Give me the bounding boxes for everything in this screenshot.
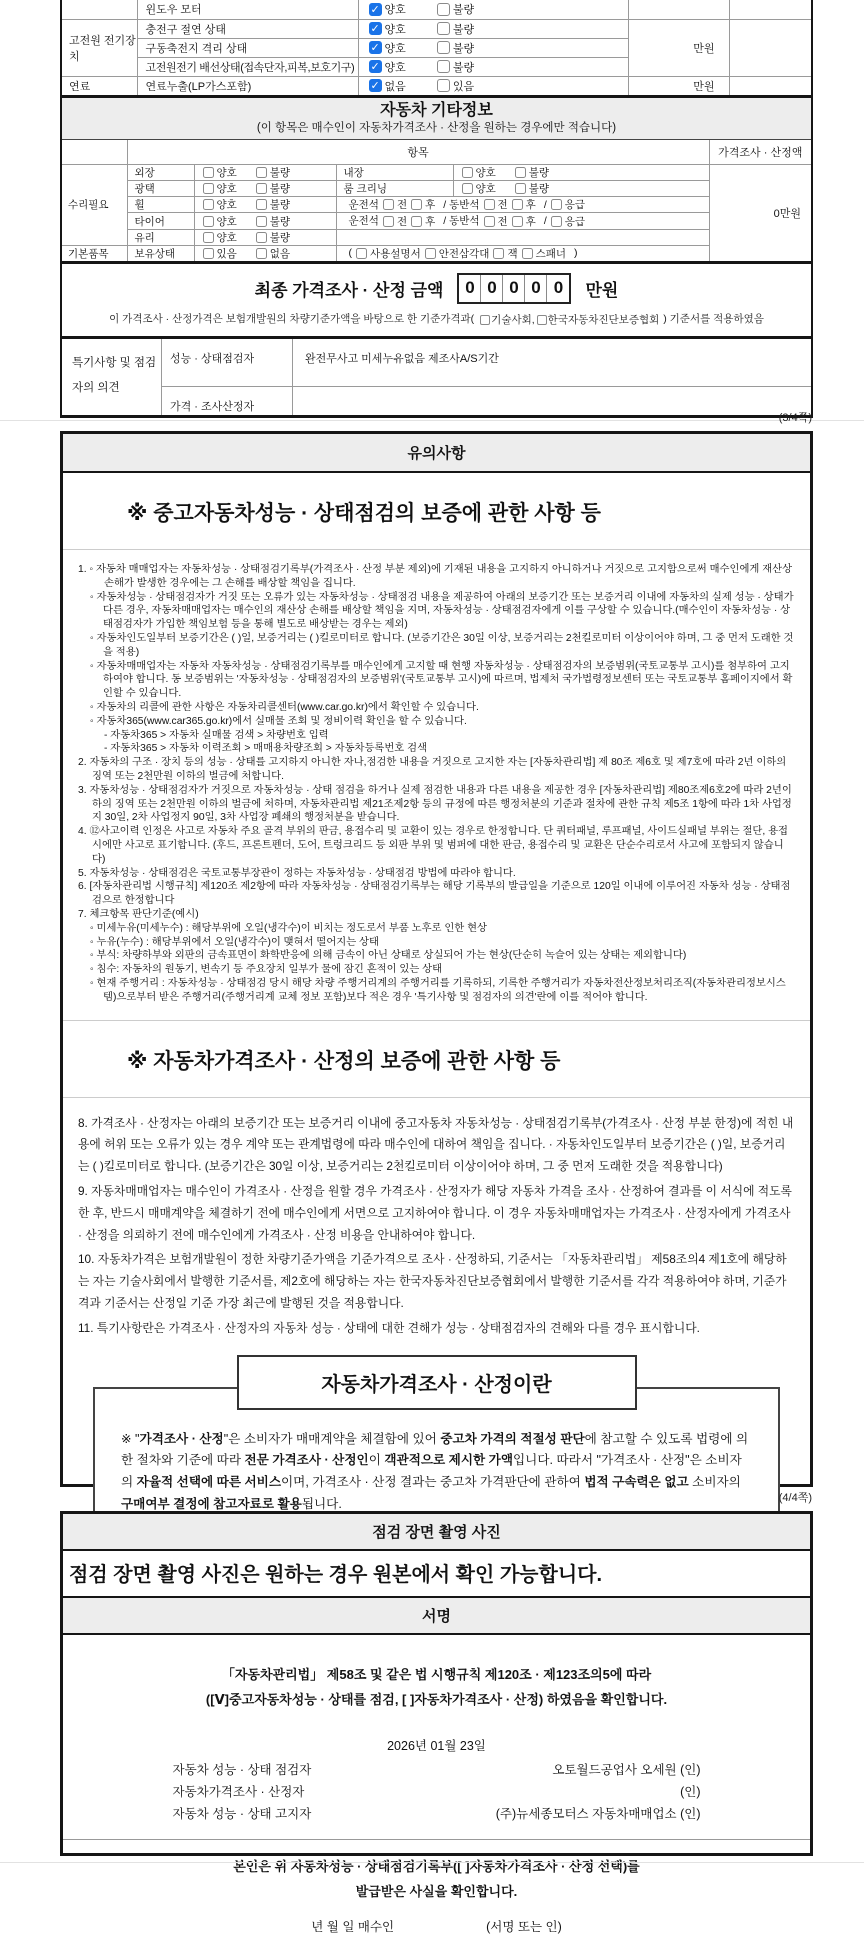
checkbox-label: 불량 xyxy=(269,166,291,179)
page-separator xyxy=(0,420,864,421)
checkbox[interactable] xyxy=(462,183,473,194)
item-label: 광택 xyxy=(127,180,194,196)
checkbox-label: 양호 xyxy=(384,61,406,74)
checkbox-label: 있음 xyxy=(216,247,237,260)
checkbox[interactable] xyxy=(437,79,450,92)
table-row xyxy=(62,229,811,245)
info-text-segment: 구매여부 결정에 참고자료로 활용 xyxy=(121,1496,302,1511)
item-label: 구동축전지 격리 상태 xyxy=(137,38,358,57)
checkbox-label: 불량 xyxy=(452,4,475,17)
option-none xyxy=(369,78,406,94)
option-good xyxy=(369,21,406,37)
checkbox[interactable] xyxy=(256,248,267,259)
options-cell xyxy=(358,0,628,19)
option-good xyxy=(203,165,237,180)
checkbox-label: 있음 xyxy=(452,80,475,93)
checkbox[interactable] xyxy=(203,199,214,210)
option-exists xyxy=(203,246,237,261)
checkbox-label: 전 xyxy=(497,199,508,212)
item-label: 타이어 xyxy=(127,213,194,230)
notice-list-1 xyxy=(63,550,810,1020)
checkbox[interactable] xyxy=(203,167,214,178)
checkbox[interactable] xyxy=(383,199,394,210)
photo-note: 점검 장면 촬영 사진은 원하는 경우 원본에서 확인 가능합니다. xyxy=(63,1551,810,1598)
checkbox[interactable] xyxy=(522,248,533,259)
signature-header: 서명 xyxy=(63,1598,810,1635)
item-label: 충전구 절연 상태 xyxy=(137,19,358,38)
text: ) xyxy=(574,247,578,260)
option xyxy=(512,197,536,212)
table-header-row xyxy=(62,140,811,164)
checkbox[interactable] xyxy=(411,216,422,227)
signatory-value: (인) xyxy=(680,1785,701,1800)
checkbox[interactable] xyxy=(512,199,523,210)
notice-item: ◦ 자동차365(www.car365.go.kr)에서 실매물 조회 및 정비이력 확인을 할 수 있습니다. xyxy=(90,715,467,727)
checkbox-label: 응급 xyxy=(564,199,586,212)
notice-item: - 자동차365 > 자동차 실매물 검색 > 차량번호 입력 xyxy=(104,729,329,741)
options-cell xyxy=(358,76,628,95)
seat-options-cell xyxy=(336,213,709,230)
checkbox-label: 양호 xyxy=(384,23,406,36)
price-digit: 0 xyxy=(503,275,525,302)
column-header-item: 항목 xyxy=(127,140,709,164)
item-label: 보유상태 xyxy=(127,245,194,261)
option-none xyxy=(256,246,290,261)
checkbox-label: 양호 xyxy=(384,4,406,17)
checkbox-label: 기술사회, xyxy=(491,313,535,326)
option-good xyxy=(369,40,406,56)
text: ( xyxy=(348,247,352,260)
checkbox[interactable] xyxy=(425,248,436,259)
option-bad xyxy=(256,197,290,212)
group-basic: 기본품목 xyxy=(62,245,127,261)
checkbox-label: 불량 xyxy=(269,182,291,195)
options-cell xyxy=(453,164,709,180)
notice-item: 8. 가격조사 · 산정자는 아래의 보증기간 또는 보증거리 이내에 중고자동차 자동차성능 · 상태점검기록부(가격조사 · 산정 부분 한정)에 적힌 내용에 허위 또는 오류가 있는 경우 계약 또는 관계법령에 따라 매수인에 대하여 책임을 집니다. · 자동차인도일부터 보증기간은 ( )일, 보증거리는 ( )킬로미터로 합니다. (보증기간은 30일 이상, 보증거리는 2천킬로미터 이상이어야 하며, 그 중 먼저 도래한 것을 적용합니다) xyxy=(78,1115,794,1174)
option-exists xyxy=(437,78,474,94)
notice-item: ◦ 침수: 자동차의 원동기, 변속기 등 주요장치 일부가 물에 잠긴 흔적이 있는 상태 xyxy=(90,964,443,976)
text: / 동반석 xyxy=(443,215,480,228)
option-bad xyxy=(437,59,474,75)
checkbox[interactable] xyxy=(484,216,495,227)
price-cell: 만원 xyxy=(628,76,729,95)
item-label: 룸 크리닝 xyxy=(336,180,453,196)
option xyxy=(522,246,566,261)
signature-date: 2026년 01월 23일 xyxy=(387,1739,486,1754)
table-row xyxy=(62,0,811,19)
checkbox-label: 없음 xyxy=(384,80,406,93)
empty-cell xyxy=(729,19,811,76)
option-good xyxy=(462,181,496,196)
checkbox[interactable] xyxy=(356,248,367,259)
option xyxy=(478,312,535,327)
checkbox[interactable] xyxy=(515,167,526,178)
signatory-value: (주)뉴세종모터스 자동차매매업소 (인) xyxy=(495,1807,701,1822)
section-subtitle: (이 항목은 매수인이 자동차가격조사 · 산정을 원하는 경우에만 적습니다) xyxy=(256,122,617,134)
option-bad xyxy=(515,165,549,180)
text: / 동반석 xyxy=(443,198,480,211)
appraisal-amount: 0만원 xyxy=(709,164,811,261)
checkbox[interactable] xyxy=(203,232,214,243)
checkbox-label: 양호 xyxy=(475,166,496,179)
checkbox-label: 불량 xyxy=(269,198,291,211)
table-row xyxy=(62,196,811,213)
option-bad xyxy=(256,214,290,229)
option-good xyxy=(462,165,496,180)
option-bad xyxy=(437,1,474,17)
notice-item: 4. ⑫사고이력 인정은 사고로 자동차 주요 골격 부위의 판금, 용접수리 및 교환이 있는 경우로 한정합니다. 단 쿼터패널, 루프패널, 사이드실패널 부위는 절단, 용접 시에만 사고로 표기합니다. (후드, 프론트펜더, 도어, 트렁크리드 등 외판 부위 및 범퍼에 대한 판금, 용접수리 및 교환은 단순수리로서 사고에 포함되지 않습니다) xyxy=(78,826,788,865)
checkbox-label: 양호 xyxy=(475,182,496,195)
item-label: 유리 xyxy=(127,229,194,245)
checkbox[interactable] xyxy=(203,183,214,194)
final-price-note xyxy=(62,309,811,336)
confirmation-line: ([Ⅴ]중고자동차성능 · 상태를 점검, [ ]자동차가격조사 · 산정) 하였음을 확인합니다. xyxy=(205,1691,668,1707)
info-text-segment: 중고차 가격의 적절성 판단 xyxy=(440,1431,585,1446)
group-repair: 수리필요 xyxy=(62,164,127,245)
options-cell xyxy=(194,196,336,213)
column-header-price: 가격조사 · 산정액 xyxy=(709,140,811,164)
checkbox[interactable] xyxy=(551,199,562,210)
signature-row xyxy=(173,1804,701,1826)
high-voltage-table xyxy=(62,0,811,95)
text: ) 기준서를 적용하였음 xyxy=(663,312,764,325)
notice-section1-title: ※ 중고자동차성능 · 상태점검의 보증에 관한 사항 등 xyxy=(63,473,810,550)
item-label: 내장 xyxy=(336,164,453,180)
photo-header: 점검 장면 촬영 사진 xyxy=(63,1514,810,1551)
text: 운전석 xyxy=(348,215,379,228)
checkbox-label: 응급 xyxy=(564,215,586,228)
other-info-table xyxy=(62,140,811,261)
checkbox-label: 불량 xyxy=(528,182,550,195)
checkbox-label: 없음 xyxy=(269,247,291,260)
checkbox[interactable] xyxy=(462,167,473,178)
checkbox[interactable] xyxy=(437,60,450,73)
empty-cell xyxy=(62,140,127,164)
final-price-digits xyxy=(457,273,571,304)
notice-item: ◦ 미세누유(미세누수) : 해당부위에 오일(냉각수)이 비치는 정도로서 부품 노후로 인한 현상 xyxy=(90,922,487,934)
signatory-label: 자동차 성능 · 상태 고지자 xyxy=(172,1807,312,1822)
info-text-segment: 됩니다. xyxy=(301,1496,342,1511)
notice-item: 9. 자동차매매업자는 매수인이 가격조사 · 산정을 원할 경우 가격조사 · 산정자가 해당 자동차 가격을 조사 · 산정하여 결과를 이 서식에 적도록 한 후, 반드시 매매계약을 체결하기 전에 매수인에게 서면으로 고지하여야 합니다. 이 경우 자동차매매업자는 가격조사 · 산정자에게 가격조사 · 산정을 의뢰하기 전에 매수인에게 가격조사 · 산정 비용을 안내하여야 합니다. xyxy=(78,1183,792,1242)
options-cell xyxy=(358,38,628,57)
notice-item: 3. 자동차성능 · 상태점검자가 거짓으로 자동차성능 · 상태 점검을 하거나 실제 점검한 내용과 다른 내용을 제공한 경우 [자동차관리법] 제80조제6호2에 따라 2년이하의 징역 또는 2천만원 이하의 벌금에 처하며, 자동차관리법 제21조제2항 등의 규정에 따른 행정처분의 기준과 절차에 관한 규칙 제5조 1항에 따라 1차 사업정지 30일, 2차 사업정지 90일, 3차 사업장 폐쇄의 행정처분을 받습니다. xyxy=(78,784,792,824)
checkbox[interactable] xyxy=(480,315,490,325)
options-cell xyxy=(194,164,336,180)
option-good xyxy=(203,181,237,196)
checkbox[interactable] xyxy=(512,216,523,227)
checkbox[interactable] xyxy=(203,248,214,259)
options-cell xyxy=(194,245,336,261)
option xyxy=(551,214,585,229)
option xyxy=(535,312,660,327)
notice-item: ◦ 자동차인도일부터 보증기간은 ( )일, 보증거리는 ( )킬로미터로 합니다. (보증기간은 30일 이상, 보증거리는 2천킬로미터 이상이어야 하며, 그 중 먼저 도래한 것을 적용) xyxy=(90,632,794,658)
inspector-opinion: 완전무사고 미세누유없음 제조사A/S기간 xyxy=(305,352,499,365)
info-text-segment: 이며, 가격조사 · 산정 결과는 중고차 가격판단에 관하여 xyxy=(281,1474,585,1489)
inspection-sheet xyxy=(60,0,813,418)
remarks-row xyxy=(162,387,811,415)
buyer-confirmation-line-2: 발급받은 사실을 확인합니다. xyxy=(355,1883,518,1899)
appraisal-info-title: 자동차가격조사 · 산정이란 xyxy=(237,1355,637,1410)
notice-header: 유의사항 xyxy=(63,434,810,473)
text: 이 가격조사 · 산정가격은 보험개발원의 차량기준가액을 바탕으로 한 기준가격과( xyxy=(109,312,475,325)
price-cell: 만원 xyxy=(628,19,729,76)
checkbox-label: 불량 xyxy=(528,166,550,179)
price-digit: 0 xyxy=(481,275,503,302)
info-text-segment: 자율적 선택에 따른 서비스 xyxy=(136,1474,281,1489)
option xyxy=(484,197,508,212)
option xyxy=(551,197,585,212)
checkbox-label: 잭 xyxy=(507,247,518,260)
checkbox-label: 양호 xyxy=(216,231,237,244)
price-digit: 0 xyxy=(553,278,564,298)
item-label: 휠 xyxy=(127,196,194,213)
option-bad xyxy=(256,165,290,180)
checkbox-checked[interactable] xyxy=(369,79,382,92)
table-row xyxy=(62,164,811,180)
buyer-confirmation-line-1: 본인은 위 자동차성능 · 상태점검기록부([ ]자동차가격조사 · 산정 선택)를 xyxy=(233,1859,640,1874)
checkbox-label: 불량 xyxy=(452,23,475,36)
notice-item: ◦ 자동차성능 · 상태점검자가 거짓 또는 오류가 있는 자동차성능 · 상태점검 내용을 제공하여 아래의 보증기간 또는 보증거리 이내에 자동차의 실제 성능 · 상태가 다른 경우, 자동차매매업자는 매수인의 재산상 손해를 배상할 책임을 지며, 자동차성능 · 상태점검자에게 이를 구상할 수 있습니다.(매수인이 자동차성능 · 상태점검자가 가입한 책임보험 등을 통해 별도로 배상받는 경우는 제외) xyxy=(90,591,794,631)
checkbox[interactable] xyxy=(256,167,267,178)
notice-item: ◦ 자동차의 리콜에 관한 사항은 자동차리콜센터(www.car.go.kr)에서 확인할 수 있습니다. xyxy=(90,701,479,713)
checkbox[interactable] xyxy=(493,248,504,259)
group-cell: 연료 xyxy=(62,76,137,95)
checkbox-label: 양호 xyxy=(216,182,237,195)
text: / xyxy=(543,215,547,228)
notice-item: 11. 특기사항란은 가격조사 · 산정자의 자동차 성능 · 상태에 대한 견해가 성능 · 상태점검자의 견해와 다를 경우 표시합니다. xyxy=(78,1320,700,1335)
final-price-label: 최종 가격조사 · 산정 금액 xyxy=(254,280,444,300)
checkbox-label: 스패너 xyxy=(535,247,567,260)
info-text-segment: 에 참고할 수 있도록 법령에 의한 절차와 기준에 따라 xyxy=(121,1431,749,1468)
seat-options-cell xyxy=(336,196,709,213)
checkbox[interactable] xyxy=(437,3,450,16)
price-cell xyxy=(628,0,729,19)
checkbox[interactable] xyxy=(515,183,526,194)
checkbox-label: 불량 xyxy=(269,231,291,244)
option xyxy=(512,214,536,229)
checkbox-checked[interactable] xyxy=(369,22,382,35)
remarks-label: 특기사항 및 점검자의 의견 xyxy=(72,356,157,394)
notice-item: ◦ 자동차매매업자는 자동차 자동차성능 · 상태점검기록부를 매수인에게 고지할 때 현행 자동차성능 · 상태점검자의 보증범위(국토교통부 고시)를 첨부하여 고지하여야 합니다. 동 보증범위는 '자동차성능 · 상태점검자의 보증범위'(국토교통부 고시)에 따르며, 법제처 국가법령정보센터 또는 국토교통부 홈페이지에서 확인할 수 있습니다. xyxy=(90,660,793,700)
checkbox-label: 후 xyxy=(425,215,436,228)
info-text-segment: 법적 구속력은 없고 xyxy=(584,1474,689,1489)
checkbox-label: 양호 xyxy=(216,198,237,211)
basic-items-cell xyxy=(336,245,709,261)
checkbox[interactable] xyxy=(437,41,450,54)
checkbox-checked[interactable] xyxy=(369,3,382,16)
option xyxy=(383,197,407,212)
checkbox[interactable] xyxy=(256,232,267,243)
inspector-role: 성능 · 상태점검자 xyxy=(162,339,293,386)
page-separator xyxy=(0,1862,864,1863)
info-text-segment: 입니다. 따라서 "가격조사 · 산정"은 소비자의 xyxy=(121,1453,742,1489)
options-cell xyxy=(194,213,336,230)
option-bad xyxy=(437,21,474,37)
divider xyxy=(63,1839,810,1840)
option-good xyxy=(203,230,237,245)
signature-row xyxy=(173,1760,701,1782)
checkbox-label: 전 xyxy=(497,215,508,228)
checkbox-label: 후 xyxy=(525,215,536,228)
option xyxy=(383,214,407,229)
notice-section2-title: ※ 자동차가격조사 · 산정의 보증에 관한 사항 등 xyxy=(63,1020,810,1098)
group-cell: 고전원 전기장치 xyxy=(62,19,137,76)
notice-item: ◦ 누유(누수) : 해당부위에서 오일(냉각수)이 맺혀서 떨어지는 상태 xyxy=(90,936,379,948)
table-row xyxy=(62,245,811,261)
law-reference-line: 「자동차관리법」 제58조 및 같은 법 시행규칙 제120조 · 제123조의5에 따라 xyxy=(221,1667,652,1682)
appraiser-opinion xyxy=(293,387,811,415)
remarks-grid xyxy=(161,339,811,415)
text: 운전석 xyxy=(348,198,379,211)
options-cell xyxy=(194,229,336,245)
page-number: (3/4쪽) xyxy=(778,412,812,424)
notice-item: 10. 자동차가격은 보험개발원이 정한 차량기준가액을 기준가격으로 조사 · 산정하되, 기준서는 「자동차관리법」 제58조의4 제1호에 해당하는 자는 기술사회에서 발행한 기준서를, 제2호에 해당하는 자는 한국자동차진단보증협회에서 발행한 기준서를 각각 적용하여야 하며, 기준가격과 기준서는 산정일 기준 가장 최근에 발행된 것을 적용합니다. xyxy=(78,1252,787,1310)
options-cell xyxy=(358,19,628,38)
final-price-unit: 만원 xyxy=(585,280,619,300)
empty-cell xyxy=(729,76,811,95)
checkbox-label: 양호 xyxy=(216,215,237,228)
option-bad xyxy=(256,230,290,245)
info-text-segment: 소비자의 xyxy=(688,1474,741,1489)
option-good xyxy=(369,1,406,17)
notice-item: ◦ 부식: 차량하부와 외판의 금속표면이 화학반응에 의해 금속이 아닌 상태로 상실되어 가는 현상(단순히 녹슬어 있는 상태는 제외합니다) xyxy=(90,950,687,962)
item-label: 외장 xyxy=(127,164,194,180)
checkbox[interactable] xyxy=(437,22,450,35)
option-good xyxy=(203,214,237,229)
notice-item: - 자동차365 > 자동차 이력조회 > 매매용차량조회 > 자동차등록번호 검색 xyxy=(104,743,428,755)
option-bad xyxy=(256,181,290,196)
text: / xyxy=(543,198,547,211)
checkbox[interactable] xyxy=(256,216,267,227)
appraiser-role: 가격 · 조사산정자 xyxy=(162,387,293,415)
other-info-header xyxy=(62,95,811,140)
section-title: 자동차 기타정보 xyxy=(380,102,493,119)
checkbox-checked[interactable] xyxy=(369,41,382,54)
option-bad xyxy=(515,181,549,196)
option xyxy=(425,246,490,261)
empty-cell xyxy=(336,229,709,245)
notice-item: 5. 자동차성능 · 상태점검은 국토교통부장관이 정하는 자동차성능 · 상태점검 방법에 따라야 합니다. xyxy=(78,867,516,879)
buyer-sign-label: (서명 또는 인) xyxy=(486,1920,562,1935)
checkbox-label: 양호 xyxy=(384,42,406,55)
option xyxy=(493,246,517,261)
signature-rows xyxy=(173,1760,701,1826)
option xyxy=(484,214,508,229)
checkbox-label: 사용설명서 xyxy=(370,247,421,260)
options-cell xyxy=(358,57,628,76)
buyer-date-label: 년 월 일 매수인 xyxy=(311,1920,395,1935)
price-digit: 0 xyxy=(525,275,547,302)
info-text-segment: 전문 가격조사 · 산정인 xyxy=(244,1453,369,1468)
item-label: 연료누출(LP가스포함) xyxy=(137,76,358,95)
group-cell xyxy=(62,0,137,19)
signatory-label: 자동차 성능 · 상태 점검자 xyxy=(172,1763,312,1778)
notice-item: 6. [자동차관리법 시행규칙] 제120조 제2항에 따라 자동차성능 · 상태점검기록부는 해당 기록부의 발급일을 기준으로 120일 이내에 이루어진 자동차 성능 · 상태점검으로 한정합니다 xyxy=(78,881,791,907)
checkbox-label: 후 xyxy=(525,199,536,212)
table-row xyxy=(62,213,811,230)
checkbox-label: 전 xyxy=(396,215,408,228)
signature-row xyxy=(173,1782,701,1804)
checkbox-label: 전 xyxy=(396,199,408,212)
info-text-segment: 이 xyxy=(368,1453,385,1468)
signatory-label: 자동차가격조사 · 산정자 xyxy=(172,1785,305,1800)
final-price-section xyxy=(62,261,811,336)
checkbox[interactable] xyxy=(256,199,267,210)
options-cell xyxy=(453,180,709,196)
price-digit: 0 xyxy=(459,275,481,302)
table-row xyxy=(62,180,811,196)
option xyxy=(411,197,435,212)
remarks-row xyxy=(162,339,811,387)
checkbox-checked[interactable] xyxy=(369,60,382,73)
item-label: 윈도우 모터 xyxy=(137,0,358,19)
remarks-section xyxy=(62,336,811,415)
checkbox[interactable] xyxy=(411,199,422,210)
photo-signature-section xyxy=(60,1511,813,1935)
checkbox[interactable] xyxy=(537,315,547,325)
empty-cell xyxy=(729,0,811,19)
checkbox[interactable] xyxy=(484,199,495,210)
option-good xyxy=(369,59,406,75)
notice-item: ◦ 현재 주행거리 : 자동차성능 · 상태점검 당시 해당 차량 주행거리계의 주행거리를 기록하되, 기록한 주행거리가 자동차전산정보처리조직(자동차관리정보시스템)으로부터 받은 주행거리(주행거리계 교체 정보 포함)보다 적은 경우 '특기사항 및 점검자의 의견'란에 이를 적어야 합니다. xyxy=(90,977,786,1003)
checkbox-label: 양호 xyxy=(216,166,237,179)
page-number: (4/4쪽) xyxy=(778,1492,812,1504)
final-price-row xyxy=(62,264,811,309)
checkbox[interactable] xyxy=(383,216,394,227)
notice-item: 7. 체크항목 판단기준(예시) xyxy=(78,908,199,920)
signature-body xyxy=(63,1635,810,1935)
checkbox-label: 불량 xyxy=(269,215,291,228)
checkbox-label: 후 xyxy=(425,199,436,212)
checkbox-label: 불량 xyxy=(452,61,475,74)
checkbox-label: 불량 xyxy=(452,42,475,55)
table-row xyxy=(62,19,811,38)
checkbox[interactable] xyxy=(256,183,267,194)
info-text-segment: ※ " xyxy=(121,1431,140,1446)
buyer-signature-row xyxy=(63,1917,810,1935)
option-bad xyxy=(437,40,474,56)
checkbox-label: 한국자동차진단보증협회 xyxy=(547,313,660,326)
option-good xyxy=(203,197,237,212)
item-label: 고전원전기 배선상태(접속단자,피복,보호기구) xyxy=(137,57,358,76)
notice-item: 1. ◦ 자동차 매매업자는 자동차성능 · 상태점검기록부(가격조사 · 산정 부분 제외)에 기재된 내용을 고지하지 아니하거나 거짓으로 고지함으로써 매수인에게 재산상 손해가 발생한 경우에는 그 손해를 배상할 책임을 집니다. xyxy=(78,564,793,589)
option xyxy=(411,214,435,229)
info-text-segment: "은 소비자가 매매계약을 체결함에 있어 xyxy=(223,1431,441,1446)
options-cell xyxy=(194,180,336,196)
table-row xyxy=(62,76,811,95)
info-text-segment: 객관적으로 제시한 가액 xyxy=(384,1453,514,1468)
info-text-segment: 가격조사 · 산정 xyxy=(139,1431,224,1446)
checkbox[interactable] xyxy=(203,216,214,227)
notice-item: 2. 자동차의 구조 · 장치 등의 성능 · 상태를 고지하지 아니한 자나,점검한 내용을 거짓으로 고지한 자는 [자동차관리법] 제 80조 제6호 및 제7호에 따라 2년 이하의 징역 또는 2천만원 이하의 벌금에 처합니다. xyxy=(78,757,787,782)
checkbox-label: 안전삼각대 xyxy=(438,247,490,260)
checkbox[interactable] xyxy=(551,216,562,227)
option xyxy=(356,246,421,261)
notice-list-2 xyxy=(63,1098,810,1351)
signatory-value: 오토월드공업사 오세원 (인) xyxy=(552,1763,701,1778)
